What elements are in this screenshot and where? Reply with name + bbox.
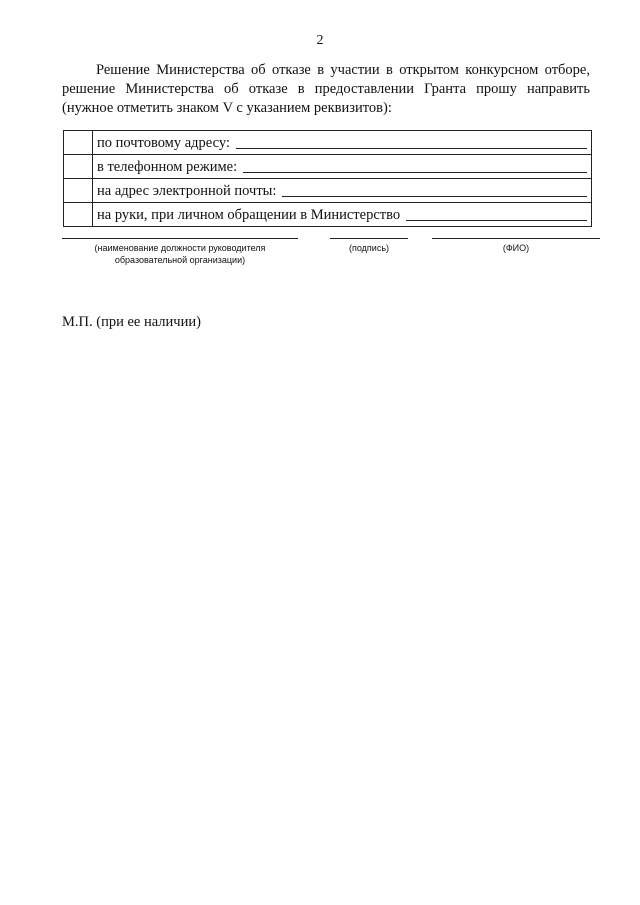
fio-line[interactable] — [432, 238, 600, 239]
option-cell-phone — [93, 155, 592, 179]
option-row-postal — [64, 131, 592, 155]
stamp-placeholder: М.П. (при ее наличии) — [62, 314, 201, 330]
fio-caption: (ФИО) — [502, 243, 530, 253]
option-label-email: на адрес электронной почты: — [97, 182, 277, 199]
fill-line-email[interactable] — [282, 182, 587, 197]
sign-caption: (подпись) — [348, 243, 390, 253]
option-row-email — [64, 179, 592, 203]
option-row-phone — [64, 155, 592, 179]
option-cell-postal — [93, 131, 592, 155]
signature-fio-block — [432, 238, 600, 254]
checkbox-cell-in-person[interactable] — [64, 203, 93, 227]
option-row-in-person — [64, 203, 592, 227]
position-caption-line1: (наименование должности руководителя — [94, 243, 266, 253]
position-caption-line2: образовательной организации) — [114, 255, 246, 265]
fill-line-phone[interactable] — [243, 158, 587, 173]
fill-line-postal[interactable] — [236, 134, 587, 149]
option-label-phone: в телефонном режиме: — [97, 158, 238, 175]
option-label-in-person: на руки, при личном обращении в Министерство — [97, 206, 401, 223]
option-cell-in-person — [93, 203, 592, 227]
option-cell-email — [93, 179, 592, 203]
signature-sign-block — [330, 238, 408, 254]
page-number: 2 — [316, 33, 324, 48]
sign-line[interactable] — [330, 238, 408, 239]
fill-line-in-person[interactable] — [406, 206, 587, 221]
signature-position-block — [62, 238, 298, 266]
checkbox-cell-phone[interactable] — [64, 155, 93, 179]
position-line[interactable] — [62, 238, 298, 239]
checkbox-cell-postal[interactable] — [64, 131, 93, 155]
delivery-options-table — [63, 130, 592, 227]
option-label-postal: по почтовому адресу: — [97, 134, 230, 151]
checkbox-cell-email[interactable] — [64, 179, 93, 203]
intro-paragraph: Решение Министерства об отказе в участии в открытом конкурсном отборе, решение Министерства об отказе в предоставлении Гранта прошу направить (нужное отметить знаком V с указанием реквизитов): — [62, 62, 590, 116]
